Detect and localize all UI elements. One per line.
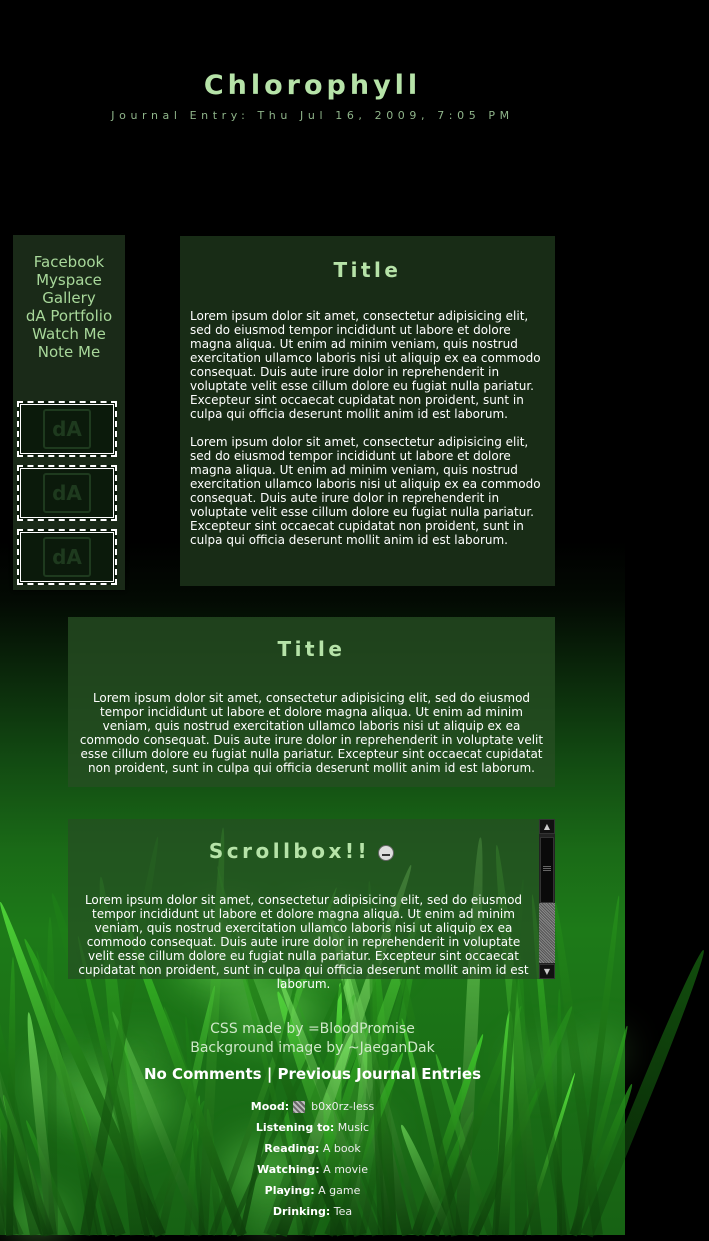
sidebar-link-watch-me[interactable]: Watch Me [32,325,106,343]
no-comments-link[interactable]: No Comments [143,1065,262,1083]
background-credit: Background image by ~JaeganDak [190,1040,435,1056]
box-paragraph: Lorem ipsum dolor sit amet, consectetur adipisicing elit, sed do eiusmod tempor incididunt ut labore et dolore magna aliqua. Ut enim ad minim veniam, quis nostrud exercitation ullamco laboris nisi ut aliquip ex ea commodo consequat. Duis aute irure dolor in reprehenderit in voluptate velit esse cillum dolore eu fugiat nulla pariatur. Excepteur sint occaecat cupidatat non proident, sunt in culpa qui officia deserunt mollit anim id est laborum. [79,691,544,775]
scrollbox-title-text: Scrollbox!! [208,839,371,863]
page-title: Chlorophyll [203,70,422,101]
mood-row [0,1096,625,1117]
box-title: Title [333,258,402,282]
sidebar-link-myspace[interactable]: Myspace [36,271,102,289]
sidebar-link-gallery[interactable]: Gallery [42,289,96,307]
scrollbar-track[interactable] [539,903,555,963]
box-paragraph: Lorem ipsum dolor sit amet, consectetur adipisicing elit, sed do eiusmod tempor incididunt ut labore et dolore magna aliqua. Ut enim ad minim veniam, quis nostrud exercitation ullamco laboris nisi ut aliquip ex ea commodo consequat. Duis aute irure dolor in reprehenderit in voluptate velit esse cillum dolore eu fugiat nulla pariatur. Excepteur sint occaecat cupidatat non proident, sunt in culpa qui officia deserunt mollit anim id est laborum. [190,435,541,547]
content-box-1 [180,236,555,586]
journal-date: Journal Entry: Thu Jul 16, 2009, 7:05 PM [111,109,514,122]
scrollbar-thumb[interactable] [540,837,554,903]
sidebar [13,235,125,590]
sidebar-link-da-portfolio[interactable]: dA Portfolio [25,307,113,325]
box-title: Title [277,637,346,661]
sidebar-nav [13,253,125,361]
grin-emoticon-icon [378,845,394,861]
reading-value: A book [322,1142,361,1155]
sidebar-link-note-me[interactable]: Note Me [37,343,101,361]
reading-label: Reading: [264,1142,320,1155]
deviantart-logo-icon: dA [43,537,91,577]
drinking-value: Tea [333,1205,353,1218]
mood-label: Mood: [250,1100,290,1113]
journal-header [0,70,625,122]
scrollbox-paragraph: Lorem ipsum dolor sit amet, consectetur adipisicing elit, sed do eiusmod tempor incididunt ut labore et dolore magna aliqua. Ut enim ad minim veniam, quis nostrud exercitation ullamco laboris nisi ut aliquip ex ea commodo consequat. Duis aute irure dolor in reprehenderit in voluptate velit esse cillum dolore eu fugiat nulla pariatur. Excepteur sint occaecat cupidatat non proident, sunt in culpa qui officia deserunt mollit anim id est laborum. [78,893,529,991]
scrollbox-title [68,819,555,863]
journal-links [0,1065,625,1084]
watching-value: A movie [323,1163,368,1176]
playing-row [0,1180,625,1201]
sidebar-link-facebook[interactable]: Facebook [33,253,105,271]
scroll-up-icon[interactable]: ▲ [539,819,555,834]
drinking-row [0,1201,625,1222]
sidebar-thumbnail[interactable] [17,401,117,457]
listening-row [0,1117,625,1138]
sidebar-thumbnail[interactable] [17,465,117,521]
scroll-down-icon[interactable]: ▼ [539,964,555,979]
sidebar-thumbnail[interactable] [17,529,117,585]
deviantart-logo-icon: dA [43,473,91,513]
content-box-2 [68,617,555,787]
scrollbar[interactable] [539,819,555,979]
previous-entries-link[interactable]: Previous Journal Entries [277,1065,482,1083]
scrollbox[interactable] [68,819,555,991]
mood-list [0,1096,625,1222]
watching-row [0,1159,625,1180]
css-credit: CSS made by =BloodPromise [210,1021,415,1037]
reading-row [0,1138,625,1159]
link-separator: | [266,1065,273,1083]
journal-footer [0,1020,625,1222]
drinking-label: Drinking: [272,1205,331,1218]
mood-icon [293,1101,305,1113]
box-paragraph: Lorem ipsum dolor sit amet, consectetur adipisicing elit, sed do eiusmod tempor incididunt ut labore et dolore magna aliqua. Ut enim ad minim veniam, quis nostrud exercitation ullamco laboris nisi ut aliquip ex ea commodo consequat. Duis aute irure dolor in reprehenderit in voluptate velit esse cillum dolore eu fugiat nulla pariatur. Excepteur sint occaecat cupidatat non proident, sunt in culpa qui officia deserunt mollit anim id est laborum. [190,309,541,421]
playing-label: Playing: [264,1184,315,1197]
listening-value: Music [337,1121,370,1134]
mood-value: b0x0rz-less [311,1100,375,1113]
deviantart-logo-icon: dA [43,409,91,449]
listening-label: Listening to: [255,1121,335,1134]
playing-value: A game [318,1184,361,1197]
watching-label: Watching: [257,1163,320,1176]
